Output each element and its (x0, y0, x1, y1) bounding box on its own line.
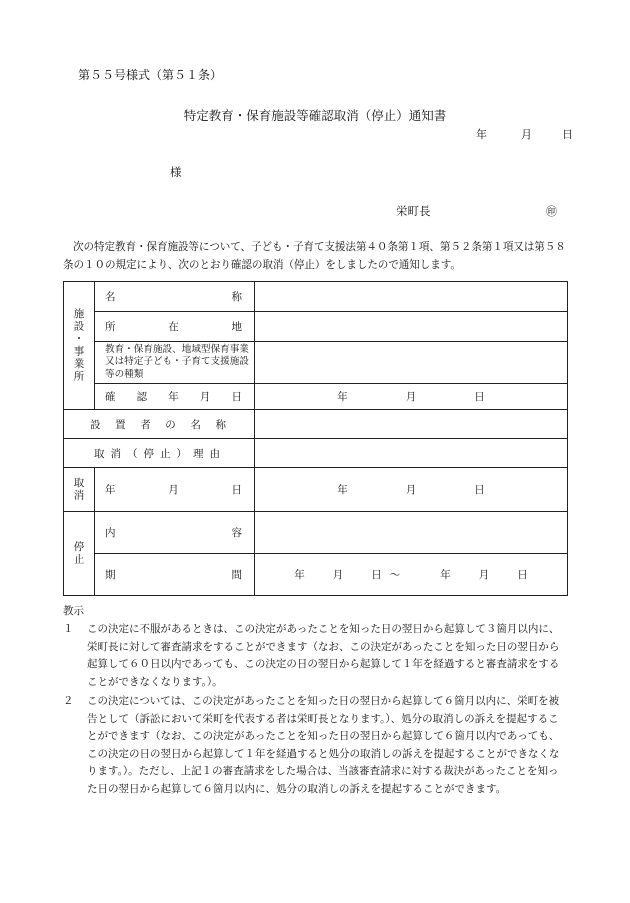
founder-label (64, 417, 254, 432)
label-char: 在 (168, 321, 179, 333)
cancel-group-label: 取消 (72, 477, 85, 502)
cancel-date-label-cell (95, 468, 255, 512)
cancel-year: 年 (337, 484, 348, 496)
confirm-date-value-cell[interactable] (255, 384, 568, 410)
issue-month-label: 月 (521, 128, 532, 141)
cancel-date-label (95, 482, 254, 497)
period-value-cell[interactable] (255, 554, 568, 596)
label-char: 内 (105, 527, 116, 539)
confirm-day: 日 (474, 391, 485, 403)
location-value-cell[interactable] (255, 312, 568, 342)
notice-table (63, 281, 568, 596)
label-char: 名 (105, 291, 116, 303)
note-text: この決定については、この決定があったことを知った日の翌日から起算して６箇月以内に、栄町を被告として（訴訟において栄町を代表する者は栄町長となります。）、処分の取消しの訴えを提起することができます（なお、この決定があったことを知った日の翌日から起算して６箇月以内であっても、この決定の日の翌日から起算して１年を経過すると処分の取消しの訴えを提起することができなくなります。）。ただし、上記１の審査請求をした場合は、当該審査請求に対する裁決があったことを知った日の翌日から起算して６箇月以内に、処分の取消しの訴えを提起することができます。 (87, 695, 560, 795)
confirm-year: 年 (337, 391, 348, 403)
issue-day-label: 日 (562, 128, 573, 141)
addressee-suffix: 様 (170, 165, 182, 179)
label-char: 止 (160, 447, 171, 460)
label-char: 地 (231, 321, 242, 333)
confirm-month: 月 (405, 391, 417, 403)
type-value-cell[interactable] (255, 342, 568, 384)
label-char: 由 (209, 447, 220, 460)
period-value (255, 567, 567, 582)
label-char: 者 (140, 418, 151, 431)
period-from-month: 月 (332, 569, 344, 581)
cancel-date-value-cell[interactable] (255, 468, 568, 512)
form-number: 第５５号様式（第５１条） (78, 68, 223, 82)
label-char: 称 (215, 418, 226, 431)
notes-heading: 教示 (63, 605, 84, 617)
label-char: 置 (115, 418, 126, 431)
document-title: 特定教育・保育施設等確認取消（停止）通知書 (183, 108, 447, 123)
label-char: 名 (190, 418, 201, 431)
issue-date (476, 126, 573, 142)
location-label-cell (95, 312, 255, 342)
content-value-cell[interactable] (255, 512, 568, 554)
label-char: 消 (110, 447, 121, 460)
period-to-day: 日 (517, 569, 528, 581)
facility-group-cell (64, 282, 95, 410)
label-char: （ (127, 447, 138, 460)
intro-paragraph: 次の特定教育・保育施設等について、子ども・子育て支援法第４０条第１項、第５２条第１項又は第５８条の１０の規定により、次のとおり確認の取消（停止）をしましたので通知します。 (63, 241, 566, 271)
name-value-cell[interactable] (255, 282, 568, 312)
founder-label-cell (64, 410, 255, 439)
label-char: 年 (168, 391, 179, 403)
period-tilde: ～ (389, 569, 401, 581)
note-item (63, 693, 569, 799)
label-char: ） (176, 447, 187, 460)
label-char: 停 (143, 447, 154, 460)
note-number: ２ (63, 695, 74, 707)
content-label-cell (95, 512, 255, 554)
issue-year-label: 年 (476, 128, 487, 141)
founder-value-cell[interactable] (255, 410, 568, 439)
note-item (63, 621, 569, 691)
label-char: 所 (105, 321, 116, 333)
label-char: 理 (193, 447, 204, 460)
cancel-day: 日 (474, 484, 485, 496)
cancel-date-month-label: 月 (168, 484, 179, 496)
note-text: この決定に不服があるときは、この決定があったことを知った日の翌日から起算して３箇月以内に、栄町長に対して審査請求をすることができます（なお、この決定があったことを知った日の翌日から起算して６０日以内であっても、この決定の日の翌日から起算して１年を経過すると審査請求をすることができなくなります。）。 (87, 623, 560, 688)
suspend-group-label: 停止 (72, 541, 85, 566)
label-char: 間 (231, 569, 242, 581)
content-label (95, 525, 254, 540)
label-char: 認 (136, 391, 148, 403)
period-label (95, 567, 254, 582)
reason-label-cell (64, 439, 255, 468)
label-char: 確 (105, 391, 116, 403)
label-char: 設 (90, 418, 101, 431)
label-char: の (165, 418, 176, 431)
issuer-name: 栄町長 (396, 204, 431, 218)
reason-value-cell[interactable] (255, 439, 568, 468)
facility-group-label: 施設・事業所 (72, 308, 85, 383)
period-to-year: 年 (440, 569, 451, 581)
cancel-month: 月 (405, 484, 417, 496)
label-char: 月 (199, 391, 211, 403)
suspend-group-cell (64, 512, 95, 596)
location-label (95, 319, 254, 334)
confirm-date-value (255, 389, 567, 404)
name-label (95, 289, 254, 304)
label-char: 称 (231, 291, 242, 303)
name-label-cell (95, 282, 255, 312)
period-from-day: 日 (371, 569, 382, 581)
cancel-date-day-label: 日 (231, 484, 242, 496)
cancel-date-value (255, 482, 567, 497)
label-char: 取 (94, 447, 105, 460)
confirm-date-label (95, 389, 254, 404)
cancel-date-year-label: 年 (105, 484, 116, 496)
note-number: １ (63, 623, 74, 635)
type-label-cell (95, 342, 255, 384)
period-label-cell (95, 554, 255, 596)
period-to-month: 月 (478, 569, 490, 581)
confirm-date-label-cell (95, 384, 255, 410)
label-char: 日 (231, 391, 242, 403)
seal-mark: ㊞ (546, 205, 557, 218)
label-char: 容 (231, 527, 242, 539)
type-label: 教育・保育施設、地域型保育事業又は特定子ども・子育て支援施設等の種類 (105, 343, 249, 380)
label-char: 期 (105, 569, 116, 581)
reason-label (64, 446, 254, 461)
period-from-year: 年 (294, 569, 305, 581)
cancel-group-cell (64, 468, 95, 512)
